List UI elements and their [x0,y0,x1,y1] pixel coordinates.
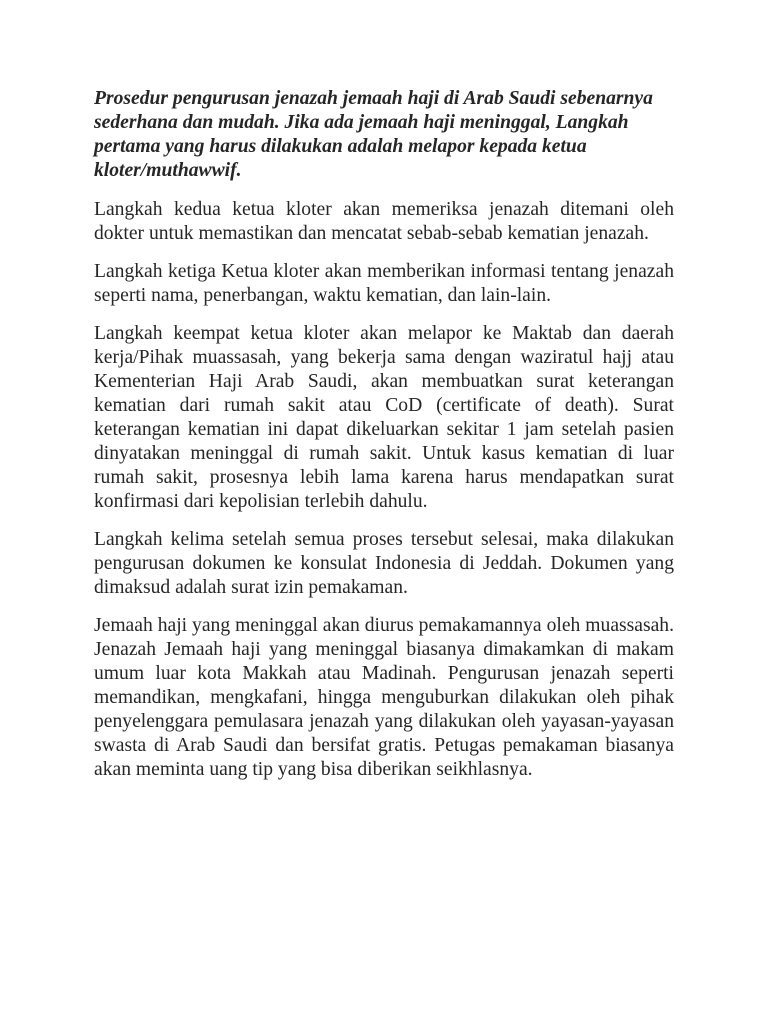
paragraph-step-two: Langkah kedua ketua kloter akan memeriksa jenazah ditemani oleh dokter untuk memastikan dan mencatat sebab-sebab kematian jenazah. [94,199,674,244]
document-page [94,87,674,796]
paragraph-step-four: Langkah keempat ketua kloter akan melapor ke Maktab dan daerah kerja/Pihak muassasah, yang bekerja sama dengan waziratul hajj atau Kementerian Haji Arab Saudi, akan membuatkan surat keterangan kematian dari rumah sakit atau CoD (certificate of death). Surat keterangan kematian ini dapat dikeluarkan sekitar 1 jam setelah pasien dinyatakan meninggal di rumah sakit. Untuk kasus kematian di luar rumah sakit, prosesnya lebih lama karena harus mendapatkan surat konfirmasi dari kepolisian terlebih dahulu. [94,323,674,512]
paragraph-step-five: Langkah kelima setelah semua proses tersebut selesai, maka dilakukan pengurusan dokumen ke konsulat Indonesia di Jeddah. Dokumen yang dimaksud adalah surat izin pemakaman. [94,529,674,598]
paragraph-step-three: Langkah ketiga Ketua kloter akan memberikan informasi tentang jenazah seperti nama, penerbangan, waktu kematian, dan lain-lain. [94,261,674,306]
paragraph-burial: Jemaah haji yang meninggal akan diurus pemakamannya oleh muassasah. Jenazah Jemaah haji yang meninggal biasanya dimakamkan di makam umum luar kota Makkah atau Madinah. Pengurusan jenazah seperti memandikan, mengkafani, hingga menguburkan dilakukan oleh pihak penyelenggara pemulasara jenazah yang dilakukan oleh yayasan-yayasan swasta di Arab Saudi dan bersifat gratis. Petugas pemakaman biasanya akan meminta uang tip yang bisa diberikan seikhlasnya. [94,615,674,780]
intro-paragraph: Prosedur pengurusan jenazah jemaah haji di Arab Saudi sebenarnya sederhana dan mudah. Jika ada jemaah haji meninggal, Langkah pertama yang harus dilakukan adalah melapor kepada ketua kloter/muthawwif. [94,88,653,181]
